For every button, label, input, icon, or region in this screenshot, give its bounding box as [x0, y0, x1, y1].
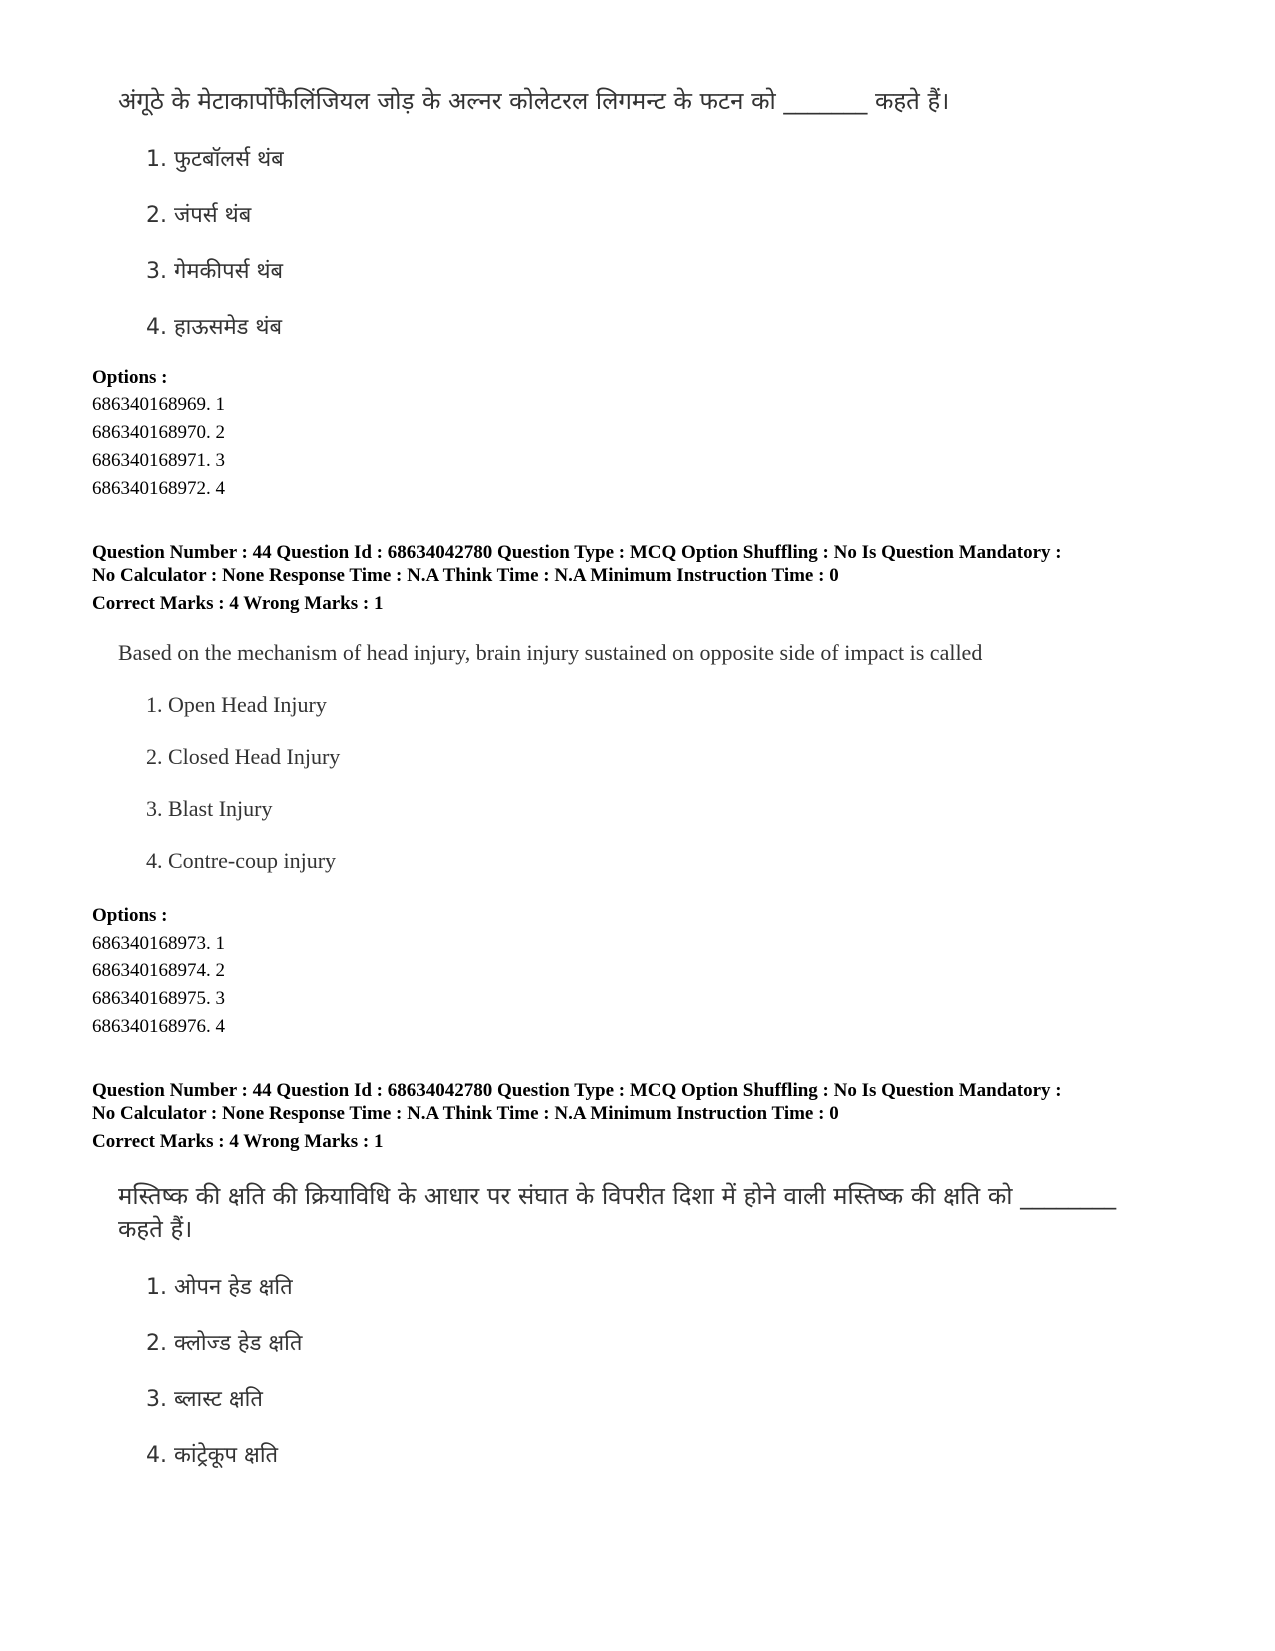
- marks-line: Correct Marks : 4 Wrong Marks : 1: [92, 593, 384, 614]
- question-text: Based on the mechanism of head injury, brain injury sustained on opposite side of impact is called: [118, 640, 983, 665]
- options-label: Options :: [92, 367, 168, 388]
- option-id: 686340168973. 1: [92, 933, 225, 954]
- choice-2: 2. Closed Head Injury: [146, 744, 341, 769]
- choice-2: 2. क्लोज्ड हेड क्षति: [146, 1331, 303, 1356]
- choice-3: 3. गेमकीपर्स थंब: [146, 259, 284, 284]
- option-id: 686340168976. 4: [92, 1016, 225, 1037]
- option-id: 686340168974. 2: [92, 960, 225, 981]
- question-meta: No Calculator : None Response Time : N.A Think Time : N.A Minimum Instruction Time : 0: [92, 565, 839, 586]
- question-meta: Question Number : 44 Question Id : 68634042780 Question Type : MCQ Option Shuffling : No Is Question Mandatory :: [92, 542, 1062, 563]
- option-id: 686340168970. 2: [92, 422, 225, 443]
- choice-1: 1. Open Head Injury: [146, 692, 327, 717]
- choice-2: 2. जंपर्स थंब: [146, 203, 252, 228]
- question-text: अंगूठे के मेटाकार्पोफैलिंजियल जोड़ के अल्नर कोलेटरल लिगमन्ट के फटन को _______ कहते हैं।: [118, 87, 950, 115]
- choice-3: 3. Blast Injury: [146, 796, 273, 821]
- option-id: 686340168969. 1: [92, 394, 225, 415]
- question-meta: Question Number : 44 Question Id : 68634042780 Question Type : MCQ Option Shuffling : No Is Question Mandatory :: [92, 1080, 1062, 1101]
- choice-3: 3. ब्लास्ट क्षति: [146, 1387, 263, 1412]
- option-id: 686340168975. 3: [92, 988, 225, 1009]
- option-id: 686340168971. 3: [92, 450, 225, 471]
- question-text: मस्तिष्क की क्षति की क्रियाविधि के आधार पर संघात के विपरीत दिशा में होने वाली मस्तिष्क की क्षति को ________ कहते हैं।: [118, 1182, 1117, 1243]
- choice-1: 1. ओपन हेड क्षति: [146, 1275, 293, 1300]
- choice-4: 4. हाऊसमेड थंब: [146, 315, 283, 340]
- choice-1: 1. फुटबॉलर्स थंब: [146, 147, 284, 172]
- options-label: Options :: [92, 905, 168, 926]
- question-meta: No Calculator : None Response Time : N.A Think Time : N.A Minimum Instruction Time : 0: [92, 1103, 839, 1124]
- option-id: 686340168972. 4: [92, 478, 225, 499]
- marks-line: Correct Marks : 4 Wrong Marks : 1: [92, 1131, 384, 1152]
- choice-4: 4. कांट्रेकूप क्षति: [146, 1443, 279, 1468]
- choice-4: 4. Contre-coup injury: [146, 848, 337, 873]
